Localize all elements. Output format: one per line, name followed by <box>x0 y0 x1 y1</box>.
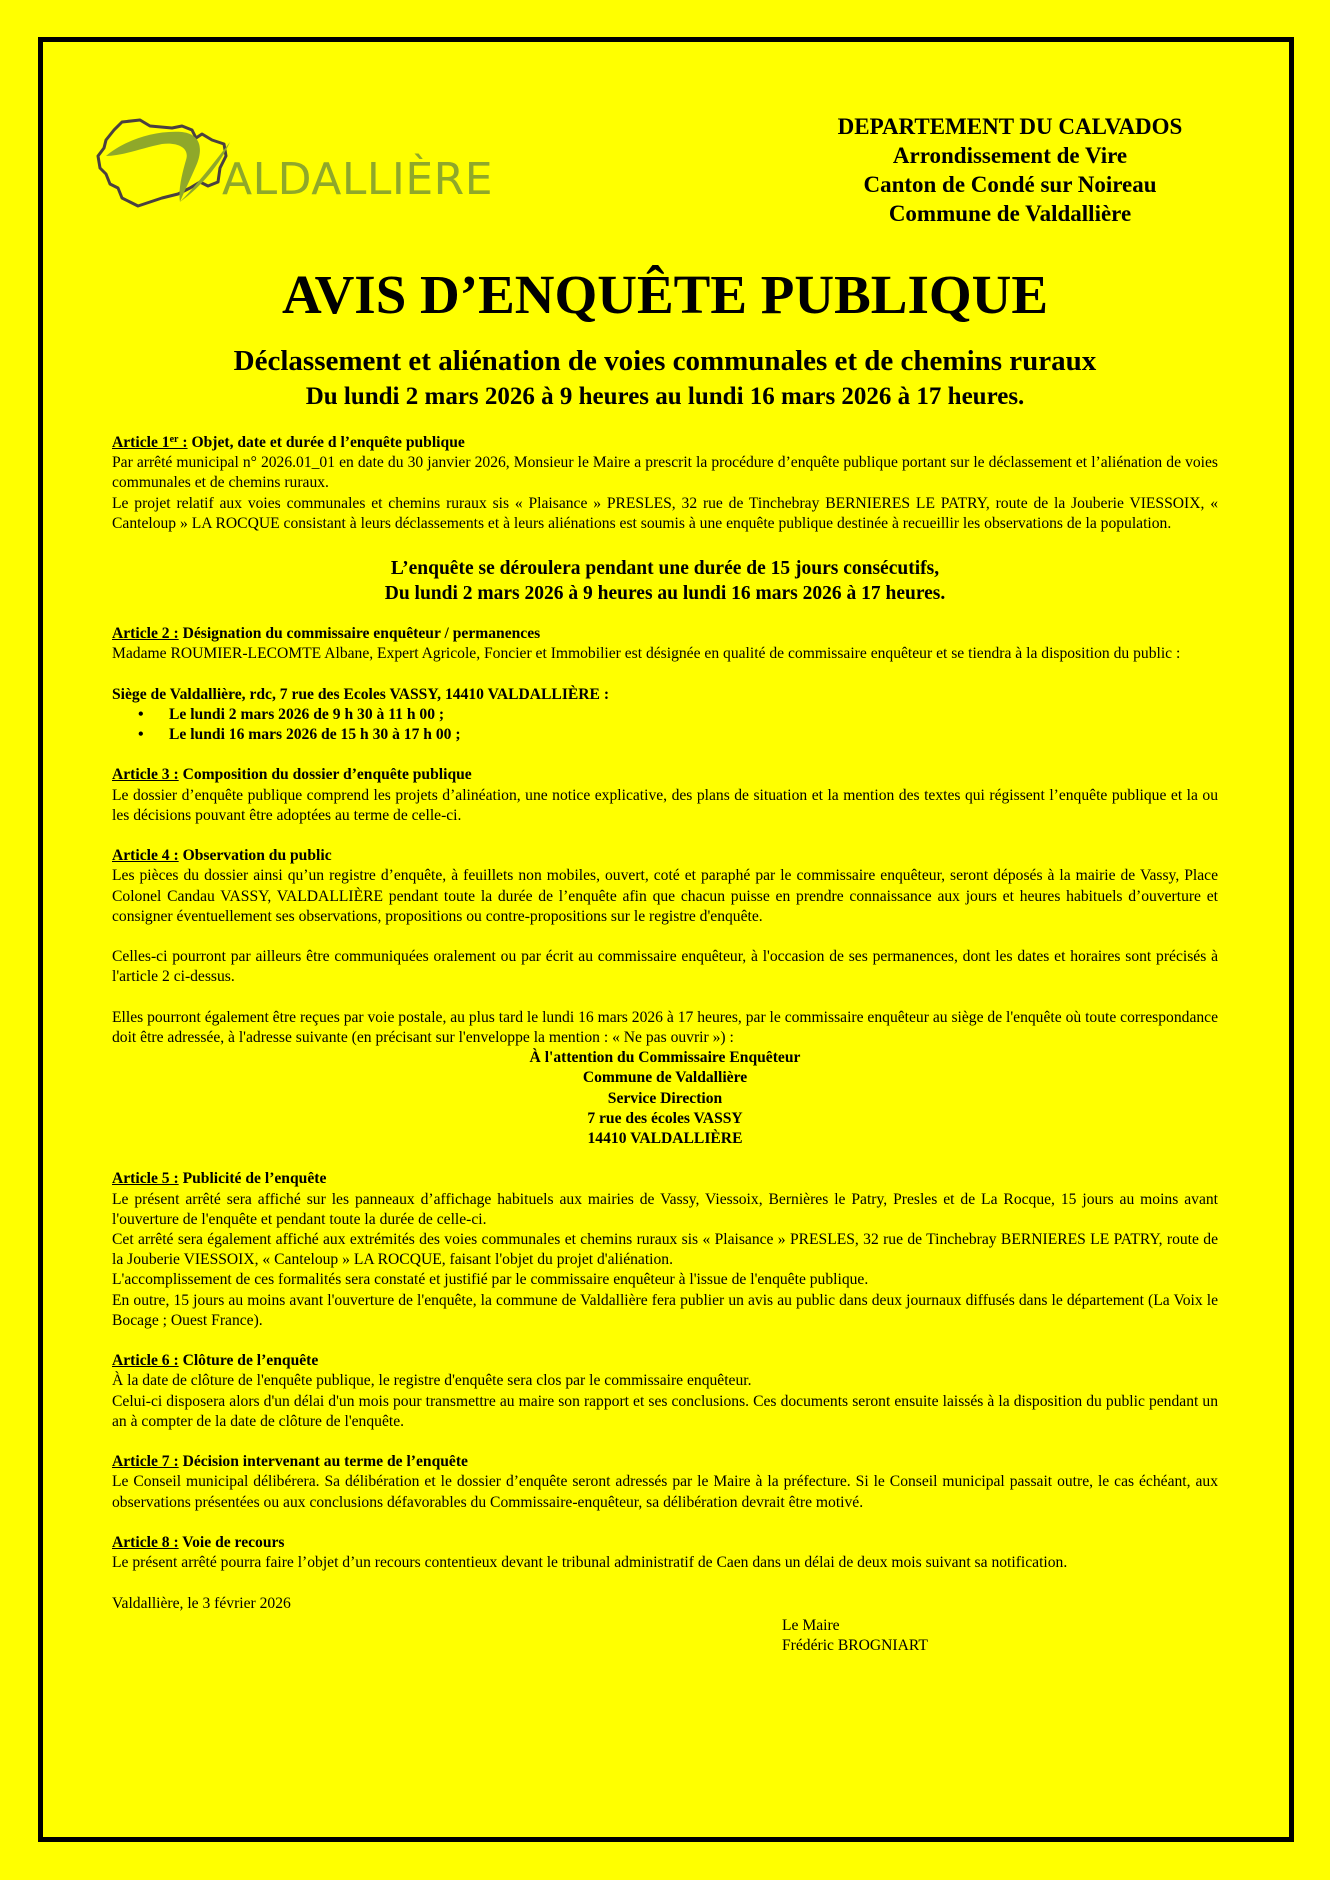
arrondissement-line: Arrondissement de Vire <box>892 143 1128 168</box>
address-line: 14410 VALDALLIÈRE <box>587 1130 743 1148</box>
place-and-date: Valdallière, le 3 février 2026 <box>112 1594 291 1612</box>
article-7-paragraph: Le Conseil municipal délibérera. Sa délibération et le dossier d’enquête seront adressés par le Maire à la préfecture. Si le Conseil municipal passait outre, le cas échéant, aux observations présentées ou aux conclusions défavorables du Commissaire-enquêteur, sa délibération devrait être motivé. <box>112 1473 1218 1511</box>
address-line: 7 rue des écoles VASSY <box>587 1109 743 1127</box>
article-3-paragraph: Le dossier d’enquête publique comprend les projets d’alinéation, une notice explicative, des plans de situation et la mention des textes qui régissent l’enquête publique et la ou les décisions pouvant être adoptées au terme de celle-ci. <box>112 786 1218 824</box>
article-2-heading: Article 2 : Désignation du commissaire enquêteur / permanences <box>112 625 541 643</box>
department-line: DEPARTEMENT DU CALVADOS <box>837 114 1183 139</box>
article-4-paragraph: Celles-ci pourront par ailleurs être communiquées oralement ou par écrit au commissaire enquêteur, à l'occasion de ses permanences, dont les dates et horaires sont précisés à l'article 2 ci-dessus. <box>112 948 1218 986</box>
signer-title: Le Maire <box>782 1616 840 1634</box>
article-1-heading: Article 1er : Objet, date et durée d l’enquête publique <box>112 434 465 451</box>
article-6-paragraph: À la date de clôture de l'enquête publique, le registre d'enquête sera clos par le commissaire enquêteur. <box>112 1372 752 1390</box>
article-4-heading: Article 4 : Observation du public <box>112 847 332 865</box>
commune-line: Commune de Valdallière <box>888 201 1132 226</box>
article-5 <box>112 1169 1218 1331</box>
permanence-item: • Le lundi 2 mars 2026 de 9 h 30 à 11 h 00 ; <box>138 705 1218 725</box>
permanence-list <box>112 705 1218 745</box>
article-2 <box>112 624 1218 745</box>
article-1-paragraph: Le projet relatif aux voies communales et chemins ruraux sis « Plaisance » PRESLES, 32 rue de Tinchebray BERNIERES LE PATRY, route de la Jouberie VIESSOIX, « Canteloup » LA ROCQUE consistant à leurs déclassements et à leurs aliénations est soumis à une enquête publique destinée à recueillir les observations de la population. <box>112 494 1218 532</box>
article-8 <box>112 1533 1218 1573</box>
article-4-paragraph: Les pièces du dossier ainsi qu’un registre d’enquête, à feuillets non mobiles, ouvert, coté et paraphé par le commissaire enquêteur, seront déposés à la mairie de Vassy, Place Colonel Candau VASSY, VALDALLIÈRE pendant toute la durée de l’enquête afin que chacun puisse en prendre connaissance aux jours et heures habituels d’ouverture et consigner éventuellement ses observations, propositions ou contre-propositions sur le registre d'enquête. <box>112 867 1218 925</box>
signature-block <box>112 1616 1218 1656</box>
article-2-paragraph: Madame ROUMIER-LECOMTE Albane, Expert Agricole, Foncier et Immobilier est désignée en qualité de commissaire enquêteur et se tiendra à la disposition du public : <box>112 645 1181 663</box>
article-4 <box>112 846 1218 1149</box>
canton-line: Canton de Condé sur Noireau <box>863 172 1157 197</box>
page-title: AVIS D’ENQUÊTE PUBLIQUE <box>281 264 1049 325</box>
article-7 <box>112 1452 1218 1513</box>
address-line: À l'attention du Commissaire Enquêteur <box>529 1049 801 1067</box>
article-6 <box>112 1351 1218 1432</box>
permanence-item: • Le lundi 16 mars 2026 de 15 h 30 à 17 h 00 ; <box>138 725 1218 745</box>
article-3-heading: Article 3 : Composition du dossier d’enquête publique <box>112 766 472 784</box>
article-7-heading: Article 7 : Décision intervenant au terme de l’enquête <box>112 1453 468 1471</box>
duration-line: L’enquête se déroulera pendant une durée de 15 jours consécutifs, <box>390 558 940 580</box>
notice-dates: Du lundi 2 mars 2026 à 9 heures au lundi 16 mars 2026 à 17 heures. <box>305 383 1025 410</box>
article-1 <box>112 433 1218 534</box>
article-1-paragraph: Par arrêté municipal n° 2026.01_01 en date du 30 janvier 2026, Monsieur le Maire a prescrit la procédure d’enquête publique portant sur le déclassement et l’aliénation de voies communales et de chemins ruraux. <box>112 454 1218 492</box>
permanence-location: Siège de Valdallière, rdc, 7 rue des Ecoles VASSY, 14410 VALDALLIÈRE : <box>112 685 610 703</box>
postal-address <box>112 1048 1218 1149</box>
article-5-paragraph: L'accomplissement de ces formalités sera constaté et justifié par le commissaire enquêteur à l'issue de l'enquête publique. <box>112 1271 869 1289</box>
signer-name: Frédéric BROGNIART <box>782 1637 928 1655</box>
article-5-paragraph: Le présent arrêté sera affiché sur les panneaux d’affichage habituels aux mairies de Vassy, Viessoix, Bernières le Patry, Presles et de La Rocque, 15 jours au moins avant l'ouverture de l'enquête et pendant toute la durée de celle-ci. <box>112 1190 1218 1228</box>
article-6-paragraph: Celui-ci disposera alors d'un délai d'un mois pour transmettre au maire son rapport et ses conclusions. Ces documents seront ensuite laissés à la disposition du public pendant un an à compter de la date de clôture de l'enquête. <box>112 1392 1218 1430</box>
article-5-paragraph: Cet arrêté sera également affiché aux extrémités des voies communales et chemins ruraux sis « Plaisance » PRESLES, 32 rue de Tinchebray BERNIERES LE PATRY, route de la Jouberie VIESSOIX, « Canteloup » LA ROCQUE, faisant l'objet du projet d'aliénation. <box>112 1231 1218 1269</box>
article-4-paragraph: Elles pourront également être reçues par voie postale, au plus tard le lundi 16 mars 2026 à 17 heures, par le commissaire enquêteur au siège de l'enquête où toute correspondance doit être adressée, à l'adresse suivante (en précisant sur l'enveloppe la mention : « Ne pas ouvrir ») : <box>112 1008 1218 1046</box>
article-5-heading: Article 5 : Publicité de l’enquête <box>112 1170 327 1188</box>
address-line: Service Direction <box>607 1089 723 1107</box>
duration-dates-line: Du lundi 2 mars 2026 à 9 heures au lundi 16 mars 2026 à 17 heures. <box>384 583 946 605</box>
article-5-paragraph: En outre, 15 jours au moins avant l'ouverture de l'enquête, la commune de Valdallière fera publier un avis au public dans deux journaux diffusés dans le département (La Voix le Bocage ; Ouest France). <box>112 1291 1218 1329</box>
notice-body <box>112 433 1218 1656</box>
article-8-paragraph: Le présent arrêté pourra faire l’objet d’un recours contentieux devant le tribunal administratif de Caen dans un délai de deux mois suivant sa notification. <box>112 1554 1068 1572</box>
notice-subtitle: Déclassement et aliénation de voies communales et de chemins ruraux <box>233 345 1097 377</box>
administrative-header <box>790 112 1230 228</box>
article-8-heading: Article 8 : Voie de recours <box>112 1534 285 1552</box>
valdalliere-logo <box>92 112 493 222</box>
address-line: Commune de Valdallière <box>582 1069 748 1087</box>
article-6-heading: Article 6 : Clôture de l’enquête <box>112 1352 319 1370</box>
article-3 <box>112 765 1218 826</box>
logo-wordmark: ALDALLIÈRE <box>222 154 493 205</box>
